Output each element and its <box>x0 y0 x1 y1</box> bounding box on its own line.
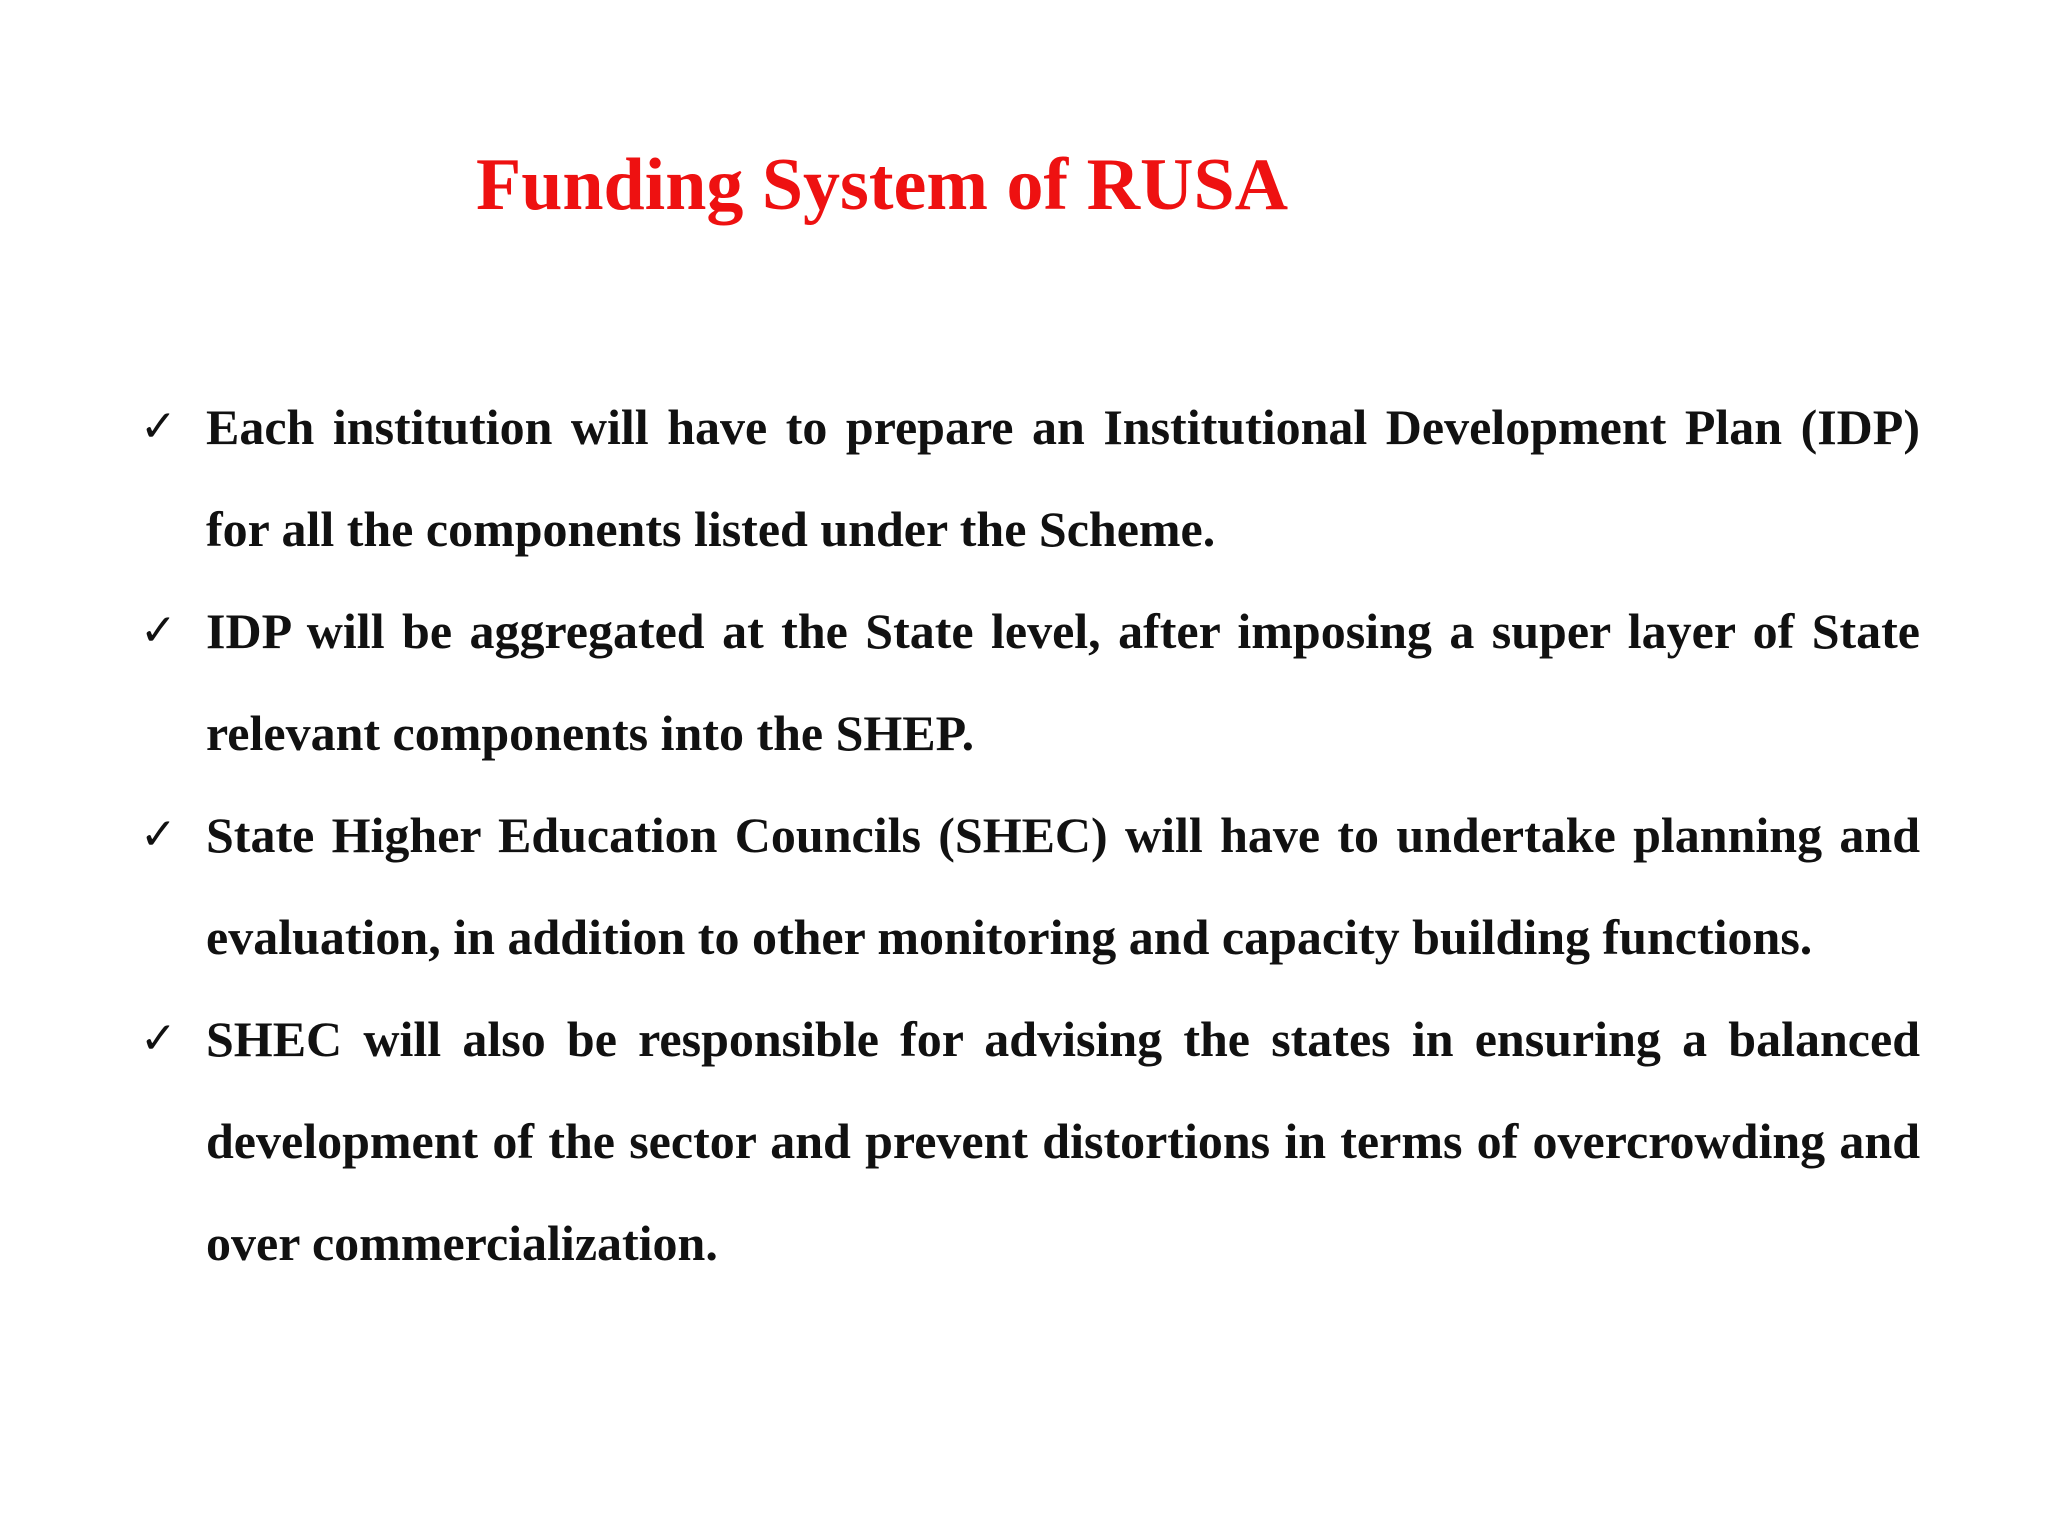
bullet-text: IDP will be aggregated at the State level, after imposing a super layer of State relevant components into the SHEP. <box>206 603 1920 761</box>
bullet-text: SHEC will also be responsible for advising the states in ensuring a balanced development of the sector and prevent distortions in terms of overcrowding and over commercialization. <box>206 1011 1920 1271</box>
check-mark-icon: ✓ <box>140 809 177 860</box>
bullet-item <box>140 784 1920 988</box>
bullet-item <box>140 376 1920 580</box>
check-mark-icon: ✓ <box>140 1013 177 1064</box>
bullet-item <box>140 988 1920 1294</box>
check-mark-icon: ✓ <box>140 605 177 656</box>
bullet-text: State Higher Education Councils (SHEC) will have to undertake planning and evaluation, in addition to other monitoring and capacity building functions. <box>206 807 1920 965</box>
check-mark-icon: ✓ <box>140 401 177 452</box>
bullet-text: Each institution will have to prepare an Institutional Development Plan (IDP) for all the components listed under the Scheme. <box>206 399 1920 557</box>
slide-title: Funding System of RUSA <box>476 144 1289 226</box>
bullet-item <box>140 580 1920 784</box>
bullet-list <box>140 376 1920 1294</box>
